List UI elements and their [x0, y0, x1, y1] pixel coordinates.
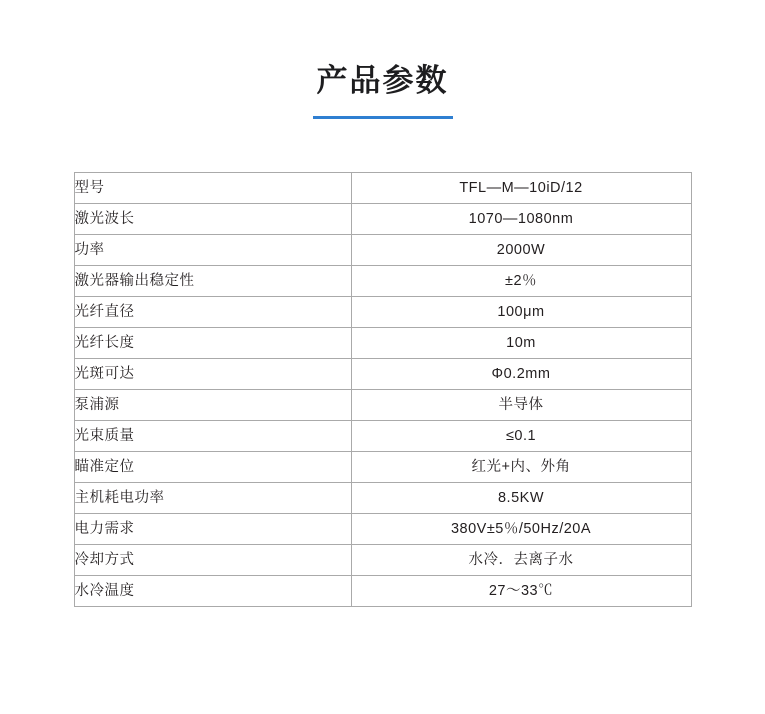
- spec-label: 功率: [74, 235, 351, 266]
- spec-label: 冷却方式: [74, 545, 351, 576]
- spec-value: TFL—M—10iD/12: [351, 173, 691, 204]
- spec-label: 型号: [74, 173, 351, 204]
- table-row: [74, 452, 691, 483]
- spec-value: 27～33℃: [351, 576, 691, 607]
- spec-label: 光斑可达: [74, 359, 351, 390]
- table-row: [74, 576, 691, 607]
- spec-label: 光纤长度: [74, 328, 351, 359]
- spec-label: 瞄准定位: [74, 452, 351, 483]
- spec-table-wrapper: [74, 172, 692, 607]
- page-title: 产品参数: [316, 63, 449, 98]
- page-header: [0, 0, 765, 119]
- table-row: [74, 514, 691, 545]
- spec-table: [74, 172, 692, 607]
- table-row: [74, 545, 691, 576]
- table-row: [74, 359, 691, 390]
- table-row: [74, 297, 691, 328]
- table-row: [74, 328, 691, 359]
- spec-value: 10m: [351, 328, 691, 359]
- spec-value: 100μm: [351, 297, 691, 328]
- title-underline: [313, 116, 453, 119]
- spec-value: 2000W: [351, 235, 691, 266]
- spec-value: 1070—1080nm: [351, 204, 691, 235]
- table-row: [74, 235, 691, 266]
- spec-value: ≤0.1: [351, 421, 691, 452]
- table-row: [74, 173, 691, 204]
- spec-value: ±2％: [351, 266, 691, 297]
- spec-value: 半导体: [351, 390, 691, 421]
- spec-value: 8.5KW: [351, 483, 691, 514]
- spec-label: 激光器输出稳定性: [74, 266, 351, 297]
- table-row: [74, 266, 691, 297]
- spec-label: 光束质量: [74, 421, 351, 452]
- spec-label: 主机耗电功率: [74, 483, 351, 514]
- table-row: [74, 421, 691, 452]
- spec-label: 激光波长: [74, 204, 351, 235]
- spec-value: 红光+内、外角: [351, 452, 691, 483]
- table-row: [74, 390, 691, 421]
- spec-label: 光纤直径: [74, 297, 351, 328]
- spec-value: 水冷．去离子水: [351, 545, 691, 576]
- spec-label: 电力需求: [74, 514, 351, 545]
- spec-value: Φ0.2mm: [351, 359, 691, 390]
- spec-label: 水冷温度: [74, 576, 351, 607]
- spec-table-body: [74, 173, 691, 607]
- spec-label: 泵浦源: [74, 390, 351, 421]
- table-row: [74, 483, 691, 514]
- spec-value: 380V±5％/50Hz/20A: [351, 514, 691, 545]
- table-row: [74, 204, 691, 235]
